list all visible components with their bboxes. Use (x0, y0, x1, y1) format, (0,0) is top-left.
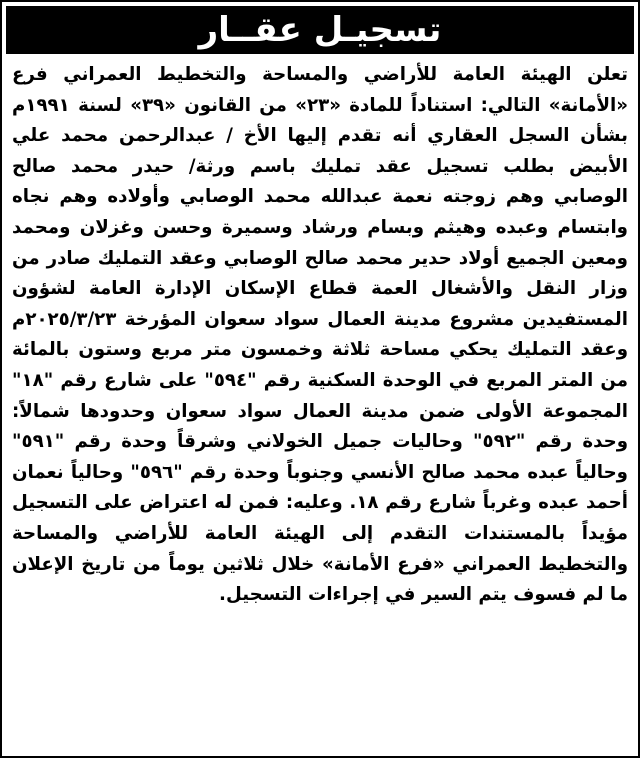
notice-header (6, 6, 634, 54)
notice-title: تسجيـل عقــار (198, 10, 442, 50)
notice-body: تعلن الهيئة العامة للأراضي والمساحة والتخطيط العمراني فرع «الأمانة» التالي: استناداً للمادة «٢٣» من القانون «٣٩» لسنة ١٩٩١م بشأن السجل العقاري أنه تقدم إليها الأخ / عبدالرحمن محمد علي الأبيض بطلب تسجيل عقد تمليك باسم ورثة/ حيدر محمد صالح الوصابي وهم زوجته نعمة عبدالله محمد الوصابي وأولاده وهم نجاه وابتسام وعبده وهيثم وبسام ورشاد وسميرة وحسن وغزلان ومحمد ومعين الجميع أولاد حدير محمد صالح الوصابي وعقد التمليك صادر من وزار النقل والأشغال العمة قطاع الإسكان الإدارة العامة لشؤون المستفيدين مشروع مدينة العمال سواد سعوان المؤرخة ٢٠٢٥/٣/٢٣م وعقد التمليك يحكي مساحة ثلاثة وخمسون متر مربع وستون بالمائة من المتر المربع في الوحدة السكنية رقم "٥٩٤" على شارع رقم "١٨" المجموعة الأولى ضمن مدينة العمال سواد سعوان وحدودها شمالاً: وحدة رقم "٥٩٢" وحاليات جميل الخولاني وشرقاً وحدة رقم "٥٩١" وحالياً عبده محمد صالح الأنسي وجنوباً وحدة رقم "٥٩٦" وحالياً نعمان أحمد عبده وغرباً شارع رقم ١٨. وعليه: فمن له اعتراض على التسجيل مؤيداً بالمستندات التقدم إلى الهيئة العامة للأراضي والمساحة والتخطيط العمراني «فرع الأمانة» خلال ثلاثين يوماً من تاريخ الإعلان ما لم فسوف يتم السير في إجراءات التسجيل. (12, 64, 628, 606)
